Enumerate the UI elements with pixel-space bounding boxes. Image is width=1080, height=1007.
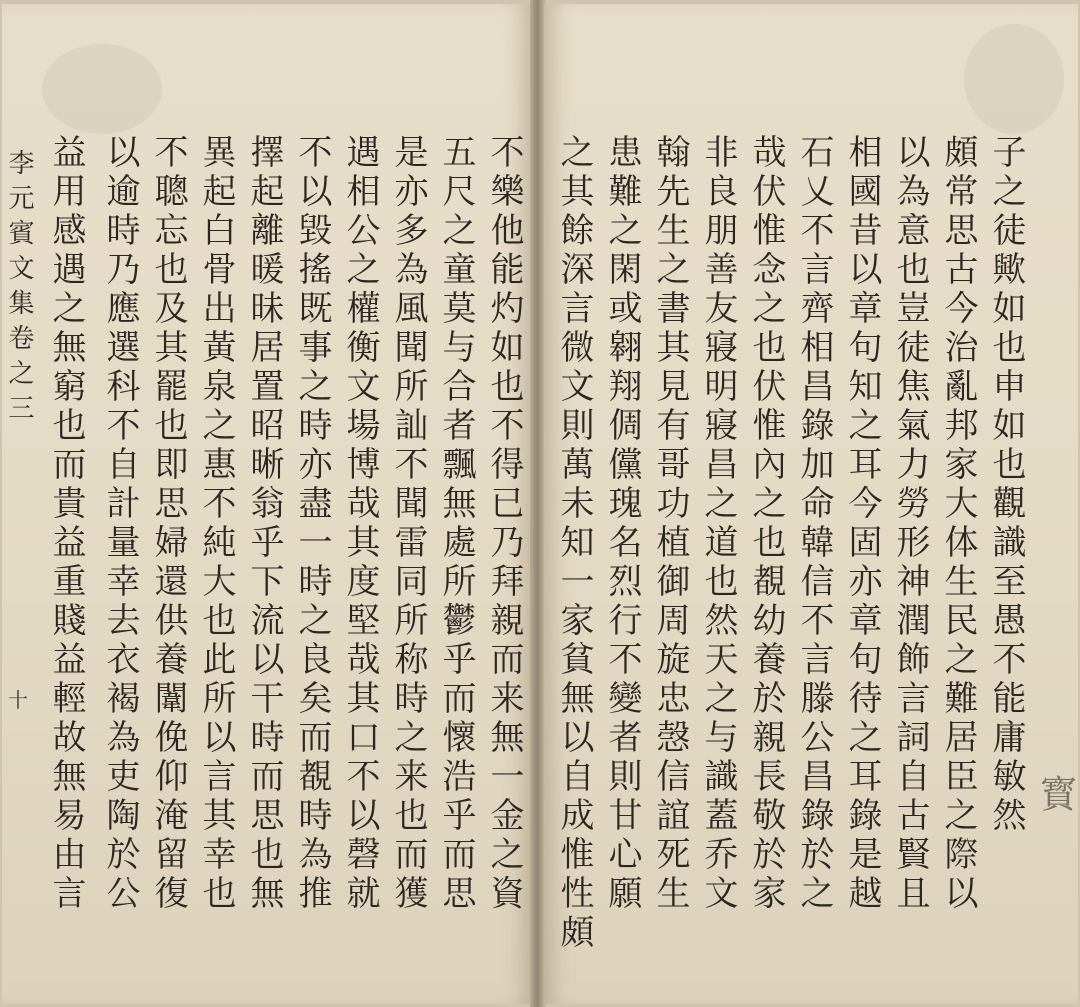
right-column-1: 子之徒歟如也申如也觀識至愚不能庸敏然 — [986, 134, 1026, 836]
left-column-2: 五尺之童莫与合者飄無處所鬱乎而懷浩乎而思 — [436, 134, 476, 914]
left-column-7: 異起白骨出黃泉之惠不純大也此所以言其幸也 — [196, 134, 236, 914]
paper-stain — [964, 24, 1064, 134]
left-column-4: 遇相公之權衡文場博哉其度堅哉其口不以磬就 — [340, 134, 380, 914]
folio-number: 十 — [8, 688, 28, 712]
right-column-2: 頗常思古今治亂邦家大体生民之難居臣之際以 — [938, 134, 978, 914]
left-column-6: 擇起離暖昧居置昭晰翁乎下流以干時而思也無 — [244, 134, 284, 914]
left-column-9: 以逾時乃應選科不自計量幸去衣褐為吏陶於公 — [100, 134, 140, 914]
left-column-10: 益用感遇之無窮也而貴益重賤益輕故無易由言 — [46, 134, 86, 914]
right-column-10: 之其餘深言微文則萬未知一家貧無以自成惟性頗 — [554, 134, 594, 953]
right-page — [544, 4, 1078, 1004]
right-column-7: 非良朋善友寢明寢昌之道也然天之与識蓋乔文 — [698, 134, 738, 914]
left-column-1: 不樂他能灼如也不得已乃拜親而来無一金之資 — [484, 134, 524, 914]
right-column-8: 翰先生之書其見有哥功植御周旋忠愨信誼死生 — [650, 134, 690, 914]
margin-annotation-seal: 寳 — [1033, 774, 1077, 812]
left-column-5: 不以毀搖既事之時亦盡一時之良矣而覩時為推 — [292, 134, 332, 914]
left-column-8: 不聰忘也及其罷也即思婦還供養闈俛仰淹留復 — [148, 134, 188, 914]
paper-stain — [42, 44, 162, 134]
margin-title: 李元賓文集卷之三 — [4, 149, 34, 429]
left-page — [2, 4, 532, 1004]
right-column-4: 相國昔以章句知之耳今固亦章句待之耳錄是越 — [842, 134, 882, 914]
right-column-6: 哉伏惟念之也伏惟內之也覩幼養於親長敬於家 — [746, 134, 786, 914]
right-column-5: 石乂不言齊相昌錄加命韓信不言滕公昌錄於之 — [794, 134, 834, 914]
right-column-9: 患難之閑或翱翔倜儻瑰名烈行不變者則甘心願 — [602, 134, 642, 914]
left-column-3: 是亦多為風聞所訕不聞雷同所称時之来也而獲 — [388, 134, 428, 914]
right-column-3: 以為意也豈徒焦氣力勞形神潤飾言詞自古賢且 — [890, 134, 930, 914]
